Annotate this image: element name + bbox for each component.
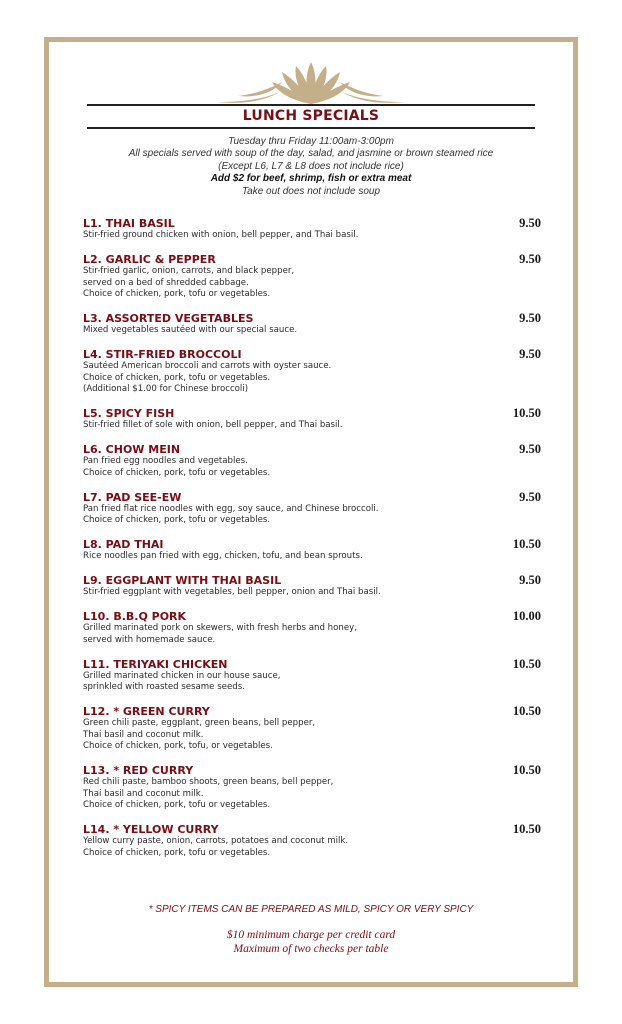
menu-item-name: L2. GARLIC & PEPPER: [83, 253, 216, 266]
menu-item-description: Pan fried flat rice noodles with egg, soy sauce, and Chinese broccoli. Choice of chicken, pork, tofu or vegetables.: [83, 503, 379, 525]
intro-take-out: Take out does not include soup: [241, 185, 381, 197]
credit-card-minimum: $10 minimum charge per credit card: [226, 929, 396, 941]
menu-item-price: 10.50: [512, 822, 541, 836]
menu-item-description: Stir-fried eggplant with vegetables, bell pepper, onion and Thai basil.: [83, 587, 381, 597]
menu-item-description: Stir-fried garlic, onion, carrots, and black pepper, served on a bed of shredded cabbage. Choice of chicken, pork, tofu or vegetables.: [83, 266, 295, 299]
payment-notes: [49, 928, 573, 956]
menu-item-price: 9.50: [519, 216, 541, 230]
menu-item: [83, 764, 541, 812]
menu-items-list: [83, 217, 541, 871]
checks-per-table: Maximum of two checks per table: [233, 943, 389, 955]
menu-item-name: L11. TERIYAKI CHICKEN: [83, 657, 228, 671]
menu-item-name: L6. CHOW MEIN: [83, 443, 181, 456]
menu-item: [83, 407, 541, 432]
menu-item: [83, 491, 541, 527]
menu-item-description: Pan fried egg noodles and vegetables. Choice of chicken, pork, tofu or vegetables.: [83, 456, 271, 478]
menu-item-price: 9.50: [519, 442, 541, 456]
menu-item: [83, 312, 541, 337]
menu-item-name: L12. * GREEN CURRY: [83, 705, 210, 718]
menu-item-description: Grilled marinated pork on skewers, with fresh herbs and honey, served with homemade sauce.: [83, 623, 357, 645]
menu-item-price: 10.50: [512, 704, 541, 718]
menu-item-description: Rice noodles pan fried with egg, chicken, tofu, and bean sprouts.: [83, 551, 363, 561]
menu-item: [83, 705, 541, 753]
menu-item-price: 9.50: [519, 489, 541, 504]
menu-item-price: 10.50: [512, 763, 541, 777]
title-bottom-rule: [87, 127, 535, 129]
intro-hours: Tuesday thru Friday 11:00am-3:00pm: [228, 136, 394, 147]
menu-item-description: Green chili paste, eggplant, green beans, bell pepper, Thai basil and coconut milk. Choice of chicken, pork, tofu, or vegetables.: [83, 718, 316, 751]
menu-item-description: Sautéed American broccoli and carrots with oyster sauce. Choice of chicken, pork, tofu or vegetables. (Additional $1.00 for Chinese broccoli): [83, 361, 332, 394]
menu-item: [83, 538, 541, 563]
page-title: LUNCH SPECIALS: [242, 108, 380, 124]
menu-item-description: Stir-fried ground chicken with onion, bell pepper, and Thai basil.: [83, 230, 359, 240]
menu-item-description: Stir-fried fillet of sole with onion, bell pepper, and Thai basil.: [83, 420, 343, 430]
menu-item-description: Yellow curry paste, onion, carrots, potatoes and coconut milk. Choice of chicken, pork, tofu or vegetables.: [83, 836, 349, 858]
title-top-rule: [87, 104, 535, 106]
menu-item-name: L5. SPICY FISH: [83, 407, 175, 420]
menu-item-description: Mixed vegetables sautéed with our special sauce.: [83, 325, 298, 335]
intro-served-with: All specials served with soup of the day, salad, and jasmine or brown steamed rice: [128, 148, 494, 160]
menu-item-price: 9.50: [519, 573, 541, 587]
menu-item-price: 10.50: [512, 406, 541, 420]
menu-item: [83, 253, 541, 301]
menu-item-name: L10. B.B.Q PORK: [83, 610, 187, 623]
intro-add-meat: Add $2 for beef, shrimp, fish or extra meat: [210, 173, 412, 185]
menu-item-name: L4. STIR-FRIED BROCCOLI: [83, 348, 242, 361]
menu-page-frame: [44, 37, 578, 987]
menu-item-price: 9.50: [519, 311, 541, 325]
menu-item-description: Grilled marinated chicken in our house sauce, sprinkled with roasted sesame seeds.: [83, 670, 281, 692]
menu-item-price: 9.50: [519, 252, 541, 266]
menu-item: [83, 610, 541, 646]
intro-exceptions: (Except L6, L7 & L8 does not include rice): [218, 160, 404, 172]
menu-item: [83, 658, 541, 694]
menu-item-price: 10.00: [512, 609, 541, 623]
menu-item-price: 10.50: [512, 537, 541, 551]
menu-item: [83, 443, 541, 479]
menu-item-description: Red chili paste, bamboo shoots, green beans, bell pepper, Thai basil and coconut milk. Choice of chicken, pork, tofu or vegetables.: [83, 777, 334, 810]
menu-item-price: 10.50: [512, 656, 541, 671]
menu-item: [83, 574, 541, 599]
lotus-leaf-ornament-icon: [216, 58, 406, 110]
menu-item: [83, 217, 541, 242]
spicy-note: * SPICY ITEMS CAN BE PREPARED AS MILD, SPICY OR VERY SPICY: [148, 904, 474, 915]
menu-item: [83, 823, 541, 859]
menu-item-name: L9. EGGPLANT WITH THAI BASIL: [83, 574, 282, 587]
menu-item-name: L7. PAD SEE-EW: [83, 490, 182, 504]
menu-item-name: L3. ASSORTED VEGETABLES: [83, 312, 254, 325]
menu-item: [83, 348, 541, 396]
menu-item-name: L14. * YELLOW CURRY: [83, 823, 219, 836]
menu-item-name: L8. PAD THAI: [83, 538, 164, 551]
intro-block: [49, 136, 573, 198]
menu-item-name: L13. * RED CURRY: [83, 764, 194, 777]
menu-item-price: 9.50: [519, 347, 541, 361]
menu-item-name: L1. THAI BASIL: [83, 217, 175, 230]
